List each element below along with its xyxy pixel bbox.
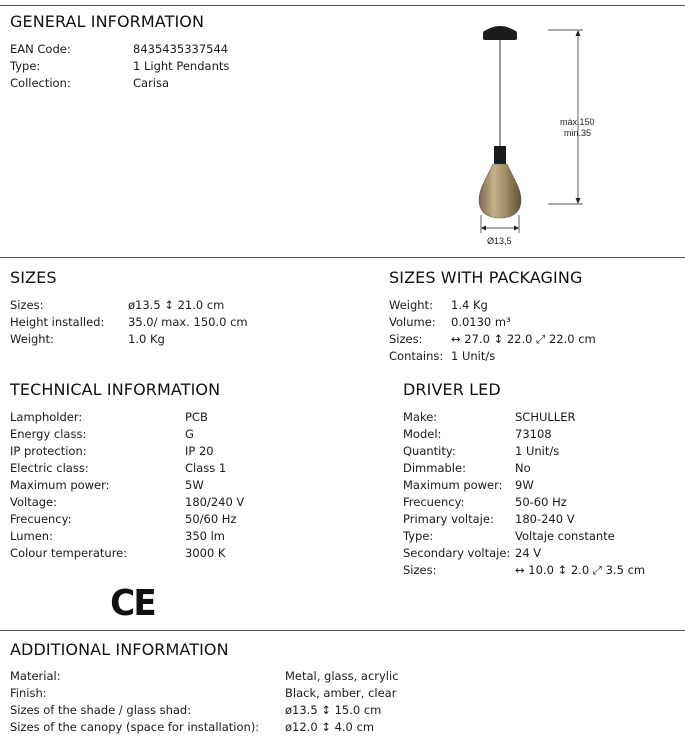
packaging-label: Weight: <box>389 298 433 312</box>
driver-label: Frecuency: <box>403 495 465 509</box>
driver-label: Make: <box>403 410 438 424</box>
technical-label: Maximum power: <box>10 478 110 492</box>
packaging-value: 1 Unit/s <box>451 349 496 363</box>
driver-value: SCHULLER <box>515 410 576 424</box>
driver-value: 180-240 V <box>515 512 575 526</box>
driver-value: 24 V <box>515 546 542 560</box>
general-value: Carisa <box>133 76 170 90</box>
driver-value: 9W <box>515 478 534 492</box>
additional-label: Sizes of the shade / glass shad: <box>10 703 192 717</box>
driver-value: 73108 <box>515 427 552 441</box>
general-label: Collection: <box>10 76 71 90</box>
sizes-value: ø13.5 ↕ 21.0 cm <box>128 298 225 312</box>
sizes-label: Sizes: <box>10 298 44 312</box>
technical-label: Lampholder: <box>10 410 83 424</box>
technical-value: IP 20 <box>185 444 214 458</box>
ce-mark: CE <box>110 583 155 624</box>
packaging-label: Contains: <box>389 349 444 363</box>
driver-label: Maximum power: <box>403 478 503 492</box>
additional-label: Material: <box>10 669 61 683</box>
additional-value: ø12.0 ↕ 4.0 cm <box>285 720 375 734</box>
technical-label: Lumen: <box>10 529 53 543</box>
driver-label: Primary voltaje: <box>403 512 494 526</box>
diameter-label: Ø13,5 <box>487 236 512 246</box>
technical-label: Colour temperature: <box>10 546 128 560</box>
technical-label: Voltage: <box>10 495 58 509</box>
packaging-value: ↔ 27.0 ↕ 22.0 ⤢ 22.0 cm <box>451 332 596 346</box>
general-title: GENERAL INFORMATION <box>10 12 205 31</box>
general-label: EAN Code: <box>10 42 71 56</box>
driver-label: Quantity: <box>403 444 456 458</box>
driver-value: ↔ 10.0 ↕ 2.0 ⤢ 3.5 cm <box>515 563 646 577</box>
packaging-label: Sizes: <box>389 332 423 346</box>
packaging-value: 0.0130 m³ <box>451 315 511 329</box>
driver-value: Voltaje constante <box>515 529 615 543</box>
driver-label: Secondary voltaje: <box>403 546 511 560</box>
driver-value: No <box>515 461 531 475</box>
sizes-label: Weight: <box>10 332 54 346</box>
driver-label: Model: <box>403 427 442 441</box>
additional-value: ø13.5 ↕ 15.0 cm <box>285 703 382 717</box>
driver-title: DRIVER LED <box>403 380 501 399</box>
technical-title: TECHNICAL INFORMATION <box>10 380 221 399</box>
packaging-label: Volume: <box>389 315 436 329</box>
sizes-value: 35.0/ max. 150.0 cm <box>128 315 248 329</box>
additional-label: Sizes of the canopy (space for installation): <box>10 720 260 734</box>
technical-value: 350 lm <box>185 529 226 543</box>
section-rule <box>0 257 685 258</box>
driver-value: 1 Unit/s <box>515 444 560 458</box>
technical-label: Energy class: <box>10 427 87 441</box>
technical-value: PCB <box>185 410 208 424</box>
packaging-title: SIZES WITH PACKAGING <box>389 268 583 287</box>
additional-title: ADDITIONAL INFORMATION <box>10 640 229 659</box>
general-value: 1 Light Pendants <box>133 59 230 73</box>
additional-value: Black, amber, clear <box>285 686 397 700</box>
technical-value: 5W <box>185 478 204 492</box>
driver-label: Dimmable: <box>403 461 466 475</box>
technical-label: Electric class: <box>10 461 89 475</box>
driver-value: 50-60 Hz <box>515 495 567 509</box>
sizes-label: Height installed: <box>10 315 105 329</box>
technical-value: 3000 K <box>185 546 226 560</box>
general-value: 8435435337544 <box>133 42 229 56</box>
technical-value: G <box>185 427 194 441</box>
driver-label: Sizes: <box>403 563 437 577</box>
sizes-value: 1.0 Kg <box>128 332 165 346</box>
technical-label: IP protection: <box>10 444 87 458</box>
additional-label: Finish: <box>10 686 47 700</box>
pendant-lamp-drawing <box>465 18 625 253</box>
section-rule <box>0 630 685 631</box>
additional-value: Metal, glass, acrylic <box>285 669 399 683</box>
packaging-value: 1.4 Kg <box>451 298 488 312</box>
top-rule <box>0 5 685 6</box>
technical-label: Frecuency: <box>10 512 72 526</box>
technical-value: 50/60 Hz <box>185 512 237 526</box>
height-max-label: máx.150 <box>560 117 595 127</box>
height-min-label: min.35 <box>564 128 592 138</box>
technical-value: 180/240 V <box>185 495 245 509</box>
sizes-title: SIZES <box>10 268 57 287</box>
general-label: Type: <box>10 59 41 73</box>
technical-value: Class 1 <box>185 461 227 475</box>
driver-label: Type: <box>403 529 434 543</box>
